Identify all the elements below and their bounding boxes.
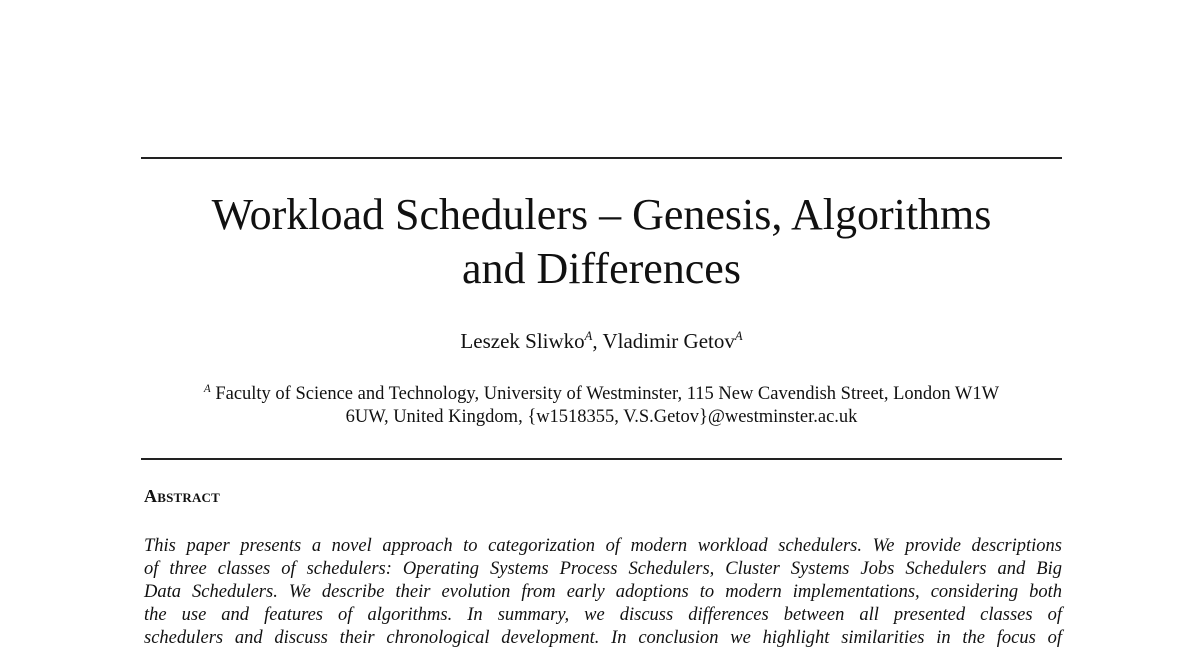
author-name: Leszek Sliwko [460,329,585,353]
abstract-line: the use and features of algorithms. In summary, we discuss differences between all presented classes of [144,605,1062,625]
section-rule [141,458,1062,460]
abstract-body [144,535,1062,650]
abstract-line: Data Schedulers. We describe their evolution from early adoptions to modern implementations, considering both [144,582,1062,602]
abstract-line: schedulers and discuss their chronological development. In conclusion we highlight similarities in the focus of [144,628,1062,648]
affiliation-mark: A [203,382,211,395]
affiliation-line-2: 6UW, United Kingdom, {w1518355, V.S.Getov}@westminster.ac.uk [345,407,858,427]
paper-title [141,188,1062,296]
author-list [141,328,1062,354]
top-rule [141,157,1062,159]
title-line-2: and Differences [462,244,741,293]
author-affiliation-mark: A [584,329,593,343]
author-name: Vladimir Getov [602,329,735,353]
affiliation-line-1 [150,383,1053,406]
affiliation-text-1: Faculty of Science and Technology, University of Westminster, 115 New Cavendish Street, London W1W [215,384,1000,404]
title-line-1: Workload Schedulers – Genesis, Algorithms [211,190,992,239]
abstract-line: This paper presents a novel approach to categorization of modern workload schedulers. We provide descriptions [144,536,1062,556]
affiliation [150,383,1053,429]
author-separator: , [592,329,603,353]
abstract-heading: Abstract [144,486,221,506]
abstract-line: of three classes of schedulers: Operating Systems Process Schedulers, Cluster Systems Jobs Schedulers and Big [144,559,1062,579]
author-affiliation-mark: A [734,329,743,343]
